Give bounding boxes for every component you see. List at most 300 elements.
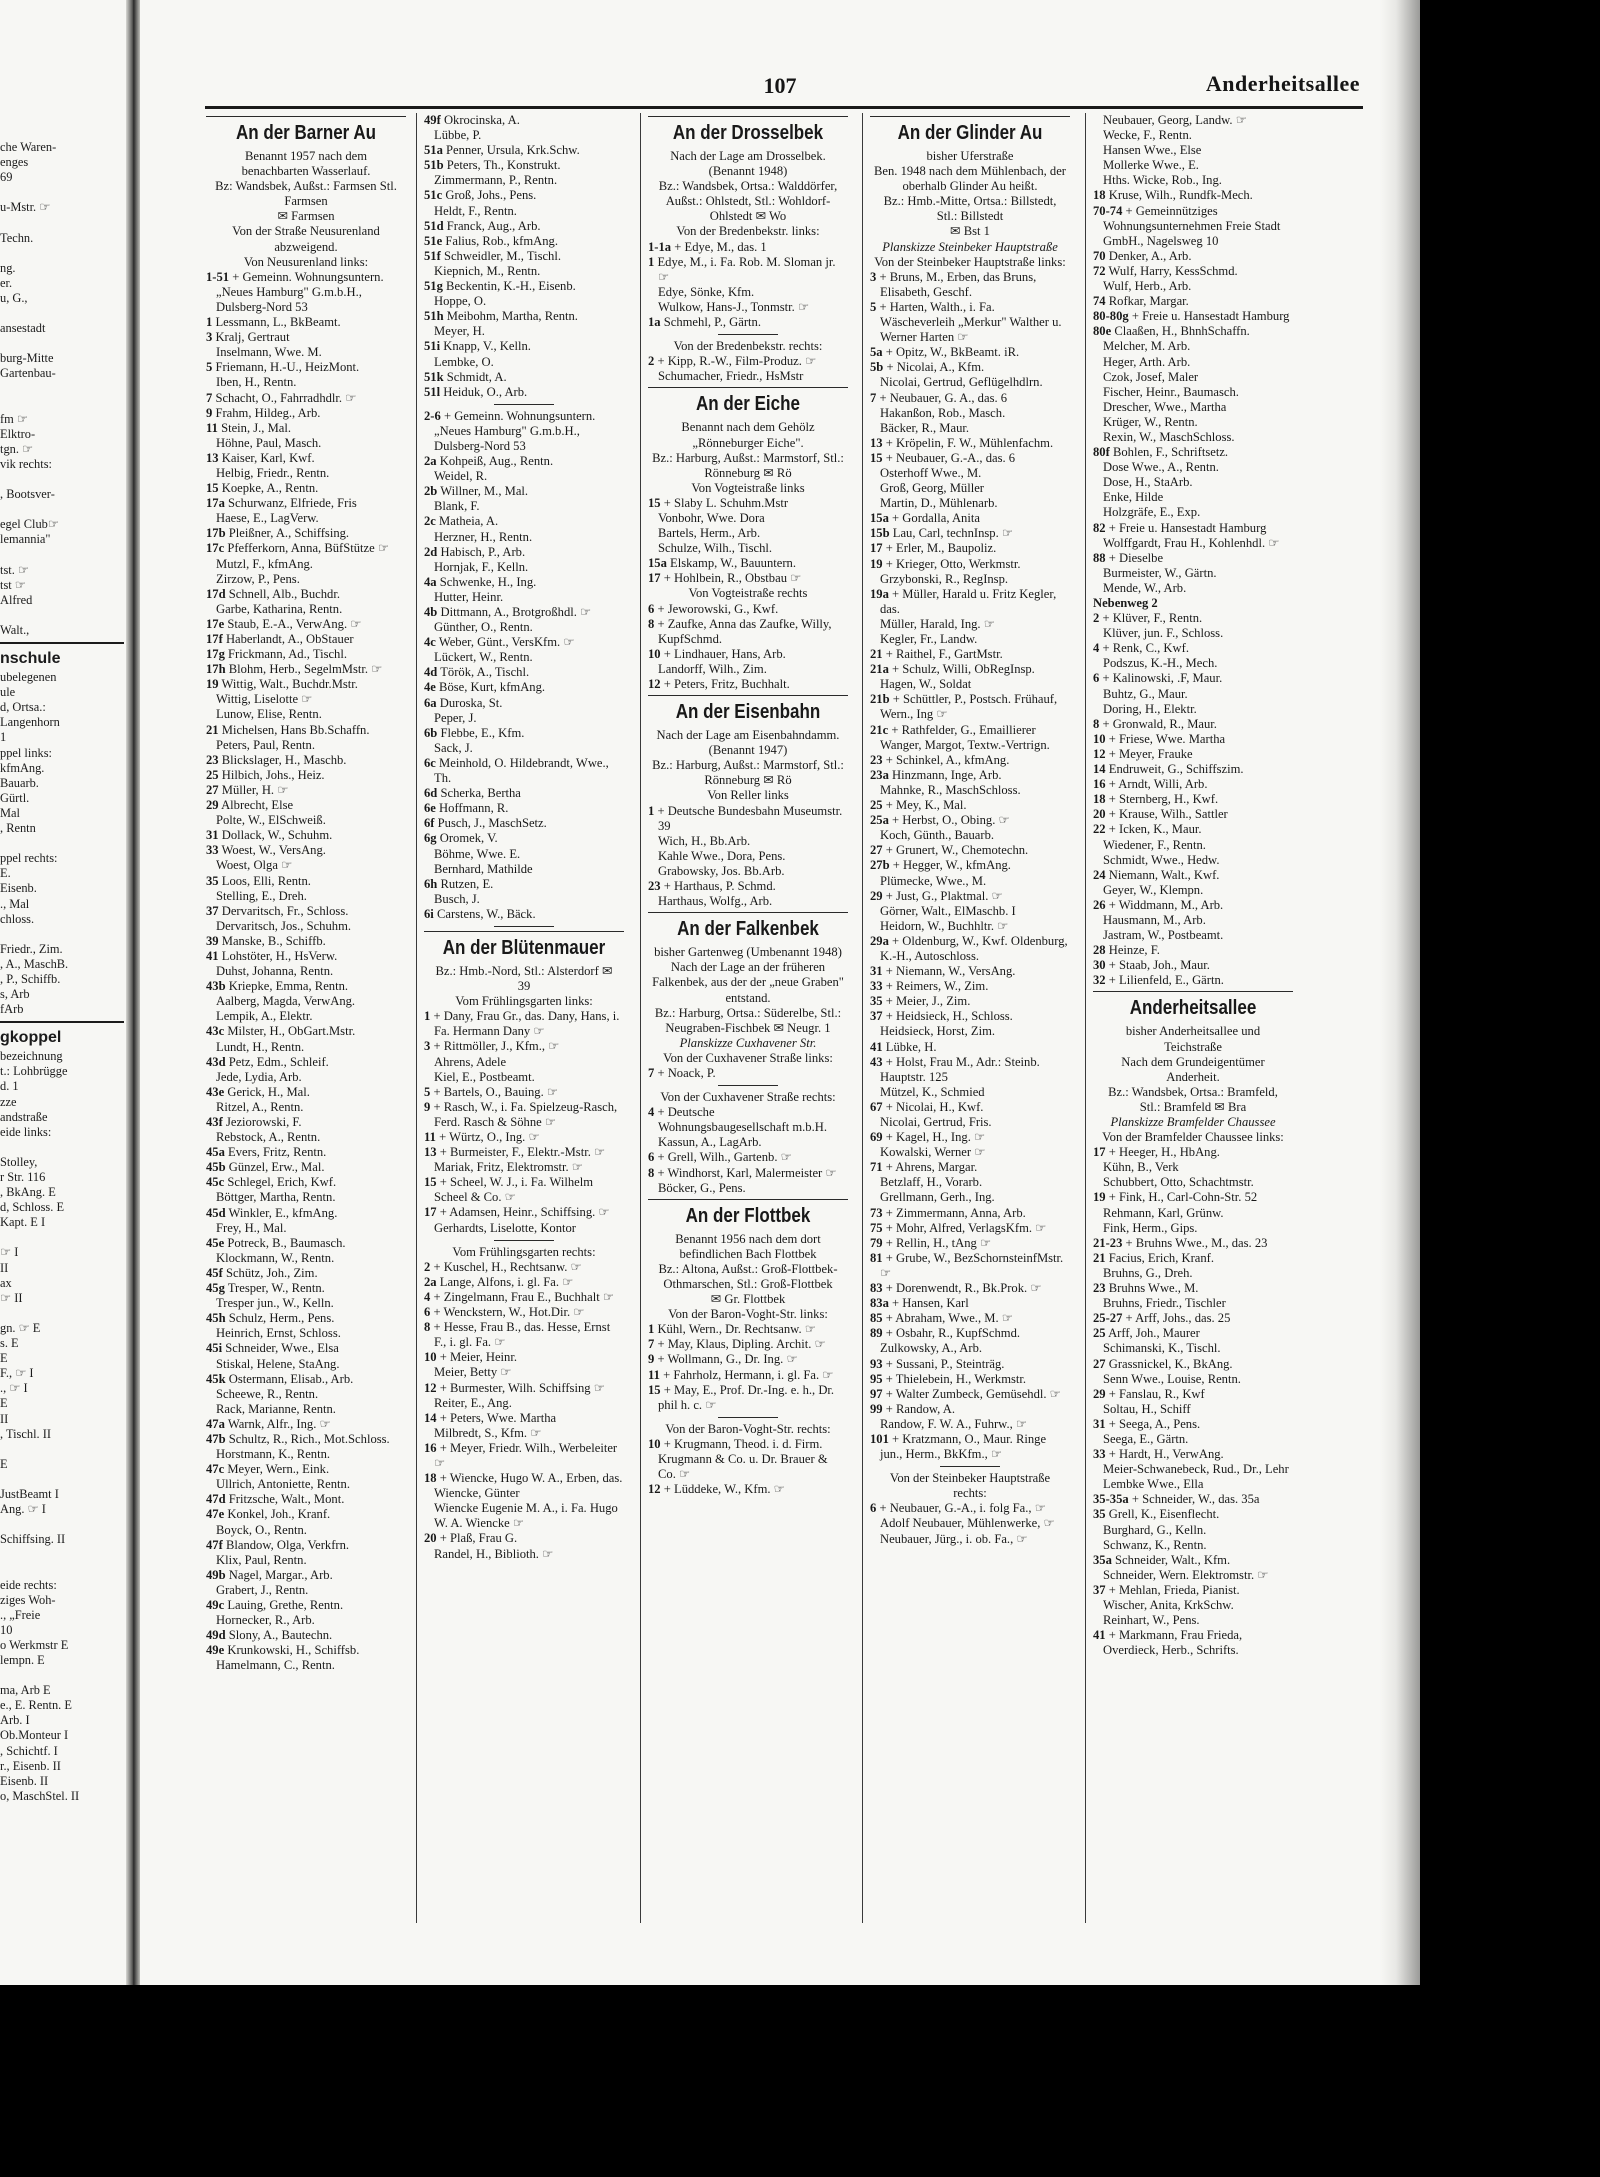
resident-text: Lau, Carl, technInsp. ☞ xyxy=(892,526,1014,541)
house-number: 4 xyxy=(1093,641,1100,656)
street-note: Von der Bredenbekstr. rechts: xyxy=(673,339,823,354)
column-separator xyxy=(1085,113,1086,1923)
house-number: 101 xyxy=(870,1431,889,1446)
street-note: ✉ Farmsen xyxy=(277,209,335,224)
house-number: 47e xyxy=(206,1507,225,1522)
section-divider xyxy=(494,404,554,405)
house-number: 4b xyxy=(424,605,438,619)
resident-entry: Melcher, M. Arb. xyxy=(1103,339,1191,354)
resident-text: Carstens, W., Bäck. xyxy=(436,906,536,921)
resident-text: Petz, Edm., Schleif. xyxy=(228,1054,329,1069)
resident-text: + Sussani, P., Steinträg. xyxy=(885,1356,1005,1371)
house-entry xyxy=(870,1387,1070,1402)
fragment-line: gn. ☞ E xyxy=(0,1320,41,1335)
resident-text: + Deutsche Bundesbahn Museumstr. 39 xyxy=(657,803,843,833)
house-number: 89 xyxy=(870,1326,883,1341)
house-entry xyxy=(206,949,406,964)
resident-text: + Würtz, O., Ing. ☞ xyxy=(439,1130,540,1144)
resident-text: Konkel, Joh., Kranf. xyxy=(227,1507,331,1522)
house-number: 27 xyxy=(870,843,883,858)
resident-entry: Drescher, Wwe., Martha xyxy=(1103,399,1227,414)
fragment-line: bezeichnung xyxy=(0,1049,63,1064)
house-entry xyxy=(870,1281,1070,1296)
house-entry xyxy=(1093,792,1293,807)
resident-entry: Blank, F. xyxy=(434,499,480,514)
house-number: 2 xyxy=(648,354,655,369)
resident-text: + Arff, Johs., das. 25 xyxy=(1125,1311,1231,1326)
house-entry xyxy=(1093,611,1293,626)
fragment-line: fArb xyxy=(0,1002,24,1017)
fragment-line: r Str. 116 xyxy=(0,1170,46,1184)
page-edge-shadow xyxy=(1380,0,1420,1985)
house-entry xyxy=(206,1341,406,1356)
house-number: 23a xyxy=(870,767,889,782)
house-entry xyxy=(424,680,624,695)
resident-text: + Hegger, W., kfmAng. xyxy=(892,858,1011,873)
resident-text: + Krause, Wilh., Sattler xyxy=(1108,807,1228,822)
resident-text: Michelsen, Hans Bb.Schaffn. xyxy=(221,722,370,737)
resident-text: + Kalinowski, .F, Maur. xyxy=(1102,671,1223,686)
resident-entry: Buhtz, G., Maur. xyxy=(1103,686,1188,701)
resident-text: Loos, Elli, Rentn. xyxy=(221,873,311,888)
resident-text: + Arndt, Willi, Arb. xyxy=(1108,777,1208,792)
house-number: 15 xyxy=(424,1175,437,1190)
street-rule xyxy=(206,116,406,117)
resident-text: Schwenke, H., Ing. xyxy=(439,574,537,589)
house-number: 29 xyxy=(206,798,219,813)
resident-text: + Ahrens, Margar. xyxy=(885,1160,978,1175)
resident-text: + Meier, J., Zim. xyxy=(885,994,971,1009)
resident-text: + Kratzmann, O., Maur. Ringe jun., Herm., BkKfm., ☞ xyxy=(880,1431,1047,1462)
house-number: 3 xyxy=(424,1039,431,1054)
house-number: 2-6 xyxy=(424,408,441,423)
house-number: 21 xyxy=(206,722,219,737)
house-number: 15 xyxy=(206,481,219,496)
house-entry xyxy=(206,1311,406,1326)
house-number: 26 xyxy=(1093,897,1106,912)
house-entry xyxy=(870,451,1070,466)
house-number: 15 xyxy=(648,1382,661,1397)
house-number: 43 xyxy=(870,1054,883,1069)
house-entry xyxy=(424,575,624,590)
resident-text: + Thielebein, H., Werkmstr. xyxy=(885,1371,1027,1386)
house-entry xyxy=(206,753,406,768)
house-number: 16 xyxy=(1093,777,1106,792)
resident-text: Blickslager, H., Maschb. xyxy=(221,752,347,767)
street-note: Von Vogteistraße links xyxy=(691,480,805,495)
resident-text: + Mey, K., Mal. xyxy=(885,798,967,813)
fragment-line xyxy=(0,397,124,412)
house-entry xyxy=(870,391,1070,406)
street-note: Bz.: Wandsbek, Ortsa.: Walddörfer, Außst.: Ohlstedt, Stl.: Wohldorf-Ohlstedt ✉ Wo xyxy=(658,179,838,224)
house-number: 51c xyxy=(424,188,443,203)
resident-text: Arff, Joh., Maurer xyxy=(1108,1326,1200,1341)
house-number: 9 xyxy=(648,1352,655,1367)
resident-text: Wulf, Harry, KessSchmd. xyxy=(1108,263,1238,278)
resident-text: Bruhns Wwe., M. xyxy=(1108,1281,1199,1296)
fragment-line xyxy=(0,382,124,397)
house-number: 15a xyxy=(648,556,667,571)
house-number: 93 xyxy=(870,1356,883,1371)
resident-text: + Holst, Frau M., Adr.: Steinb. Hauptstr. 125 xyxy=(880,1054,1040,1084)
house-number: 17e xyxy=(206,616,225,631)
house-entry xyxy=(1093,732,1293,747)
house-number: 6 xyxy=(648,601,655,616)
fragment-line: tst ☞ xyxy=(0,577,26,592)
resident-text: + Grube, W., BezSchornsteinfMstr. ☞ xyxy=(880,1250,1064,1280)
fragment-line xyxy=(0,1472,124,1487)
house-number: 35-35a xyxy=(1093,1492,1129,1507)
resident-entry: Schmidt, Wwe., Hedw. xyxy=(1103,852,1220,867)
resident-text: Falius, Rob., kfmAng. xyxy=(445,233,558,248)
house-number: 25a xyxy=(870,813,889,828)
resident-text: + Fahrholz, Hermann, i. gl. Fa. ☞ xyxy=(663,1367,834,1382)
resident-entry: Osterhoff Wwe., M. xyxy=(880,465,982,480)
resident-text: + Zimmermann, Anna, Arb. xyxy=(885,1205,1026,1220)
resident-entry: Lundt, H., Rentn. xyxy=(216,1039,305,1054)
house-number: 35 xyxy=(1093,1507,1106,1522)
house-entry xyxy=(648,1337,848,1352)
fragment-line: r., Eisenb. II xyxy=(0,1758,61,1773)
house-number: 10 xyxy=(648,1436,661,1451)
house-entry xyxy=(206,270,406,315)
house-entry xyxy=(870,360,1070,375)
house-number: 47d xyxy=(206,1492,226,1507)
resident-text: + Erler, M., Baupoliz. xyxy=(885,541,997,556)
resident-text: Blohm, Herb., SegelmMstr. ☞ xyxy=(228,662,383,677)
fragment-line: Eisenb. II xyxy=(0,1773,49,1788)
house-number: 18 xyxy=(1093,792,1106,807)
house-entry xyxy=(424,1145,624,1160)
house-entry xyxy=(870,1206,1070,1221)
house-number: 79 xyxy=(870,1235,883,1250)
resident-text: Schweidler, M., Tischl. xyxy=(443,248,561,263)
house-entry xyxy=(206,1206,406,1221)
fragment-line: , Tischl. II xyxy=(0,1426,51,1441)
house-number: 6h xyxy=(424,876,438,891)
resident-entry: Duhst, Johanna, Rentn. xyxy=(216,964,334,979)
resident-text: + Dorenwendt, R., Bk.Prok. ☞ xyxy=(885,1281,1042,1296)
house-number: 51b xyxy=(424,158,444,173)
house-entry xyxy=(870,1160,1070,1175)
house-entry xyxy=(424,1305,624,1320)
resident-text: Meyer, Wern., Eink. xyxy=(227,1462,330,1477)
house-number: 25 xyxy=(870,798,883,813)
resident-text: + Seega, A., Pens. xyxy=(1108,1416,1201,1431)
resident-text: Flebbe, E., Kfm. xyxy=(440,725,525,740)
house-entry xyxy=(870,300,1070,345)
fragment-line: ubelegenen xyxy=(0,670,57,685)
house-number: 45g xyxy=(206,1281,225,1296)
resident-entry: Frey, H., Mal. xyxy=(216,1220,287,1235)
fragment-line: u-Mstr. ☞ xyxy=(0,200,51,215)
house-number: 6 xyxy=(424,1305,431,1320)
fragment-line: d. 1 xyxy=(0,1079,19,1094)
house-entry xyxy=(648,1368,848,1383)
house-entry xyxy=(424,409,624,454)
resident-text: Kaiser, Karl, Kwf. xyxy=(221,450,315,465)
house-entry xyxy=(648,1482,848,1497)
resident-entry: Grabowsky, Jos. Bb.Arb. xyxy=(658,863,785,878)
house-number: 11 xyxy=(424,1130,436,1144)
street-note: Vom Frühlingsgarten rechts: xyxy=(452,1244,596,1259)
resident-entry: Heidsieck, Horst, Zim. xyxy=(880,1024,996,1039)
fragment-line: 69 xyxy=(0,170,13,185)
resident-text: + Bartels, O., Bauing. ☞ xyxy=(433,1084,559,1099)
resident-entry: Bäcker, R., Maur. xyxy=(880,420,970,435)
house-number: 80e xyxy=(1093,324,1112,339)
house-entry xyxy=(424,1411,624,1426)
house-number: 17d xyxy=(206,586,226,601)
resident-text: Kruse, Wilh., Rundfk-Mech. xyxy=(1108,188,1253,203)
house-number: 31 xyxy=(1093,1416,1106,1431)
house-entry xyxy=(870,1055,1070,1085)
house-number: 80-80g xyxy=(1093,309,1129,324)
resident-text: + Peters, Wwe. Martha xyxy=(439,1410,557,1425)
fragment-line: Kapt. E I xyxy=(0,1215,46,1230)
resident-entry: Garbe, Katharina, Rentn. xyxy=(216,601,343,616)
resident-text: + Heeger, H., HbAng. xyxy=(1108,1145,1220,1160)
house-entry xyxy=(206,1145,406,1160)
resident-entry: Nicolai, Gertrud, Geflügelhdlrn. xyxy=(880,375,1043,390)
house-number: 17g xyxy=(206,647,225,662)
resident-text: Weber, Günt., VersKfm. ☞ xyxy=(438,635,575,650)
resident-entry: Grzybonski, R., RegInsp. xyxy=(880,571,1009,586)
house-number: 45c xyxy=(206,1175,225,1190)
house-entry xyxy=(870,994,1070,1009)
street-note: Vom Frühlingsgarten links: xyxy=(455,994,593,1009)
house-number: 45h xyxy=(206,1311,226,1326)
house-number: 51h xyxy=(424,309,444,324)
house-entry xyxy=(206,874,406,889)
house-number: 49d xyxy=(206,1628,226,1643)
house-entry xyxy=(1093,1553,1293,1568)
street-note: Von der Baron-Voght-Str. links: xyxy=(668,1307,828,1322)
resident-entry: Milbredt, S., Kfm. ☞ xyxy=(434,1425,542,1440)
resident-entry: Senn Wwe., Louise, Rentn. xyxy=(1103,1371,1241,1386)
resident-text: + Plaß, Frau G. xyxy=(439,1531,518,1546)
column-2 xyxy=(424,113,624,1923)
house-number: 51l xyxy=(424,384,441,399)
resident-text: + Lindhauer, Hans, Arb. xyxy=(663,646,786,661)
street-note: Bz.: Altona, Außst.: Groß-Flottbek-Othmarschen, Stl.: Groß-Flottbek xyxy=(658,1261,838,1291)
house-entry xyxy=(1093,747,1293,762)
house-number: 2a xyxy=(424,1274,437,1289)
house-number: 43d xyxy=(206,1054,226,1069)
resident-text: + Hardt, H., VerwAng. xyxy=(1108,1447,1224,1462)
resident-text: Manske, B., Schiffb. xyxy=(221,933,326,948)
resident-text: Schlegel, Erich, Kwf. xyxy=(227,1175,337,1190)
resident-entry: Martin, D., Mühlenarb. xyxy=(880,496,998,511)
resident-text: Okrocinska, A. xyxy=(443,113,520,127)
resident-text: + Rittmöller, J., Kfm., ☞ xyxy=(433,1039,560,1054)
street-note: Von Neusurenland links: xyxy=(243,254,369,269)
fragment-line: vik rechts: xyxy=(0,456,52,471)
resident-text: Schultz, R., Rich., Mot.Schloss. xyxy=(228,1431,390,1446)
street-rule xyxy=(424,931,624,932)
house-entry xyxy=(870,889,1070,904)
house-entry xyxy=(206,1055,406,1070)
house-number: 37 xyxy=(1093,1582,1106,1597)
house-entry xyxy=(206,1643,406,1658)
fragment-line: s. E xyxy=(0,1336,19,1351)
street-rule xyxy=(648,387,848,388)
resident-text: + Bruhns Wwe., M., das. 23 xyxy=(1125,1235,1268,1250)
house-number: 49b xyxy=(206,1567,226,1582)
house-entry xyxy=(1093,249,1293,264)
house-number: 9 xyxy=(206,405,213,420)
column-1 xyxy=(206,113,406,1923)
house-entry xyxy=(870,1040,1070,1055)
resident-text: + Mohr, Alfred, VerlagsKfm. ☞ xyxy=(885,1220,1047,1235)
column-separator xyxy=(416,113,417,1923)
resident-text: Jeziorowski, F. xyxy=(225,1115,302,1129)
resident-entry: Koch, Günth., Bauarb. xyxy=(880,828,995,843)
resident-entry: Haese, E., LagVerw. xyxy=(216,511,319,526)
fragment-line: Stolley, xyxy=(0,1154,38,1169)
section-divider xyxy=(718,1085,778,1086)
fragment-line: F., ☞ I xyxy=(0,1366,34,1381)
street-note: Bz.: Wandsbek, Ortsa.: Bramfeld, Stl.: Bramfeld ✉ Bra xyxy=(1108,1084,1278,1114)
resident-text: + Wenckstern, W., Hot.Dir. ☞ xyxy=(433,1305,585,1320)
house-entry xyxy=(206,1417,406,1432)
resident-entry: Hansen Wwe., Else xyxy=(1103,143,1202,158)
house-entry xyxy=(424,234,624,249)
resident-text: + Bruns, M., Erben, das Bruns, Elisabeth, Geschf. xyxy=(879,269,1037,299)
house-number: 25 xyxy=(206,767,219,782)
house-entry xyxy=(206,315,406,330)
house-entry xyxy=(1093,1145,1293,1160)
scan-border xyxy=(1420,0,1600,2177)
house-entry xyxy=(648,1105,848,1135)
fragment-line: e., E. Rentn. E xyxy=(0,1698,72,1713)
page-number: 107 xyxy=(763,73,797,98)
house-entry xyxy=(870,662,1070,677)
fragment-line xyxy=(0,502,124,517)
street-note: Von der Bramfelder Chaussee links: xyxy=(1102,1130,1284,1145)
house-entry xyxy=(870,692,1070,722)
fragment-line: o, MaschStel. II xyxy=(0,1788,80,1803)
resident-entry: Grellmann, Gerh., Ing. xyxy=(880,1190,995,1205)
resident-entry: Stiskal, Helene, StaAng. xyxy=(216,1356,340,1371)
house-entry xyxy=(424,454,624,469)
house-number: 9 xyxy=(424,1099,431,1114)
resident-text: + Müller, Harald u. Fritz Kegler, das. xyxy=(880,586,1057,616)
resident-text: + Markmann, Frau Frieda, Overdieck, Herb., Schrifts. xyxy=(1103,1628,1243,1658)
resident-entry: Podszus, K.-H., Mech. xyxy=(1103,656,1218,671)
fragment-line: , P., Schiffb. xyxy=(0,971,61,986)
house-entry xyxy=(206,1281,406,1296)
house-entry xyxy=(1093,762,1293,777)
resident-entry: Zimmermann, P., Rentn. xyxy=(434,173,558,188)
house-entry xyxy=(648,1322,848,1337)
resident-entry: Heidorn, W., Buchhltr. ☞ xyxy=(880,918,1009,933)
house-number: 23 xyxy=(206,752,219,767)
fragment-line: ., ☞ I xyxy=(0,1381,28,1396)
house-entry xyxy=(424,877,624,892)
fragment-line: JustBeamt I xyxy=(0,1486,59,1501)
resident-entry: Günther, O., Rentn. xyxy=(434,620,533,635)
resident-text: Rutzen, E. xyxy=(440,876,494,891)
resident-text: + Friese, Wwe. Martha xyxy=(1108,731,1226,746)
fragment-line: burg-Mitte xyxy=(0,351,54,366)
house-number: 12 xyxy=(648,1482,661,1497)
house-number: 1 xyxy=(648,254,655,269)
house-entry xyxy=(1093,1236,1293,1251)
house-entry xyxy=(424,1320,624,1350)
resident-entry: Sack, J. xyxy=(434,740,473,755)
resident-text: Penner, Ursula, Krk.Schw. xyxy=(446,143,580,158)
house-number: 8 xyxy=(1093,716,1100,731)
house-number: 41 xyxy=(870,1039,883,1054)
fragment-rule xyxy=(0,642,124,644)
resident-entry: Bruhns, G., Dreh. xyxy=(1103,1265,1193,1280)
book-gutter xyxy=(126,0,140,1985)
house-entry xyxy=(870,1251,1070,1281)
house-entry xyxy=(1093,717,1293,732)
resident-text: Heiduk, O., Arb. xyxy=(443,384,528,399)
house-entry xyxy=(206,843,406,858)
house-entry xyxy=(424,249,624,264)
house-entry xyxy=(870,1311,1070,1326)
resident-entry: Mahnke, R., MaschSchloss. xyxy=(880,782,1021,797)
resident-text: Winkler, E., kfmAng. xyxy=(228,1205,338,1220)
fragment-line: E xyxy=(0,1351,8,1366)
resident-entry: Hutter, Heinr. xyxy=(434,589,504,604)
house-number: 6 xyxy=(648,1150,655,1165)
fragment-line: , BkAng. E xyxy=(0,1185,56,1200)
resident-entry: Burmeister, W., Gärtn. xyxy=(1103,565,1217,580)
house-number: 75 xyxy=(870,1220,883,1235)
house-entry xyxy=(870,1100,1070,1115)
fragment-line xyxy=(0,548,124,563)
resident-text: Schneider, Walt., Kfm. xyxy=(1115,1552,1231,1567)
house-number: 17 xyxy=(870,541,883,556)
resident-entry: Burghard, G., Kelln. xyxy=(1103,1522,1207,1537)
resident-text: Lauing, Grethe, Rentn. xyxy=(227,1598,344,1612)
house-number: 4 xyxy=(648,1105,655,1120)
resident-text: Lange, Alfons, i. gl. Fa. ☞ xyxy=(439,1274,574,1289)
resident-entry: Kowalski, Werner ☞ xyxy=(880,1145,986,1160)
house-entry xyxy=(870,768,1070,783)
house-number: 19 xyxy=(1093,1190,1106,1205)
house-entry xyxy=(870,964,1070,979)
fragment-line: E xyxy=(0,1456,8,1471)
resident-text: Elskamp, W., Bauuntern. xyxy=(670,556,796,571)
resident-text: Hinzmann, Inge, Arb. xyxy=(892,767,1002,782)
house-number: 19a xyxy=(870,586,889,601)
resident-entry: Böhme, Wwe. E. xyxy=(434,846,521,861)
fragment-line: d, Schloss. E xyxy=(0,1200,65,1215)
house-entry xyxy=(206,1462,406,1477)
resident-text: + Scheel, W. J., i. Fa. Wilhelm Scheel & Co. ☞ xyxy=(434,1175,594,1205)
house-number: 17 xyxy=(1093,1145,1106,1160)
house-number: 99 xyxy=(870,1401,883,1416)
resident-text: Stein, J., Mal. xyxy=(221,420,292,435)
house-number: 4d xyxy=(424,665,438,680)
resident-text: Rofkar, Margar. xyxy=(1108,294,1189,309)
house-entry xyxy=(1093,1417,1293,1432)
resident-text: + Zingelmann, Frau E., Buchhalt ☞ xyxy=(433,1289,615,1304)
house-number: 81 xyxy=(870,1250,883,1265)
house-number: 45k xyxy=(206,1371,226,1386)
house-number: 4e xyxy=(424,680,436,695)
fragment-line: ., „Freie xyxy=(0,1607,41,1622)
house-entry xyxy=(870,813,1070,828)
house-number: 8 xyxy=(648,616,655,631)
house-entry xyxy=(206,934,406,949)
resident-entry: Mutzl, F., kfmAng. xyxy=(216,556,313,571)
